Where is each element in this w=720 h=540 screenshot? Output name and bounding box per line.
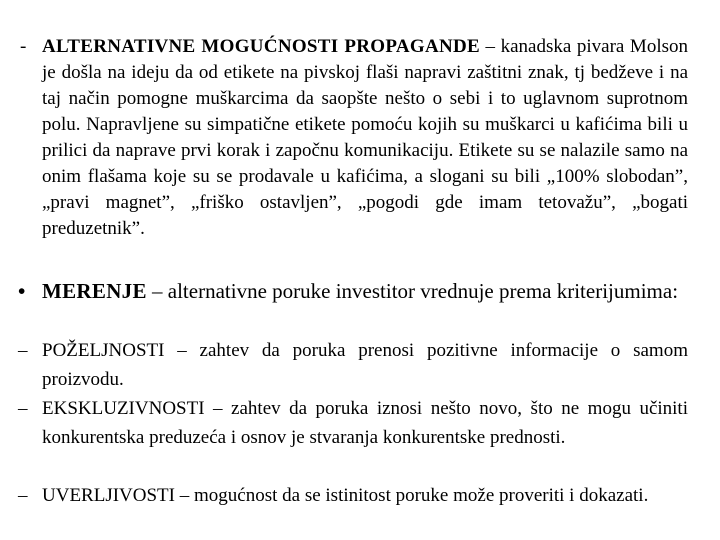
criterion-name: EKSKLUZIVNOSTI [42, 398, 205, 419]
criterion-text: – zahtev da poruka iznosi nešto novo, što ne mogu učiniti konkurentska preduzeća i osnov je stvaranja konkurentske prednosti. [42, 398, 688, 448]
criterion-name: POŽELJNOSTI [42, 340, 165, 361]
merenje-text: – alternativne poruke investitor vrednuje prema kriterijumima: [146, 279, 679, 303]
criterion-dash: – [18, 398, 28, 419]
criterion-name: UVERLJIVOSTI [42, 485, 175, 506]
dash-marker: - [20, 36, 27, 57]
alternative-propaganda-paragraph [20, 34, 688, 242]
criterion-text: – zahtev da poruka prenosi pozitivne informacije o samom proizvodu. [42, 340, 688, 390]
criterion-pozeljnost [18, 336, 688, 394]
criterion-uverljivost [18, 481, 688, 510]
alternative-propaganda-heading: ALTERNATIVNE MOGUĆNOSTI PROPAGANDE [42, 36, 480, 57]
criterion-text: – mogućnost da se istinitost poruke može proveriti i dokazati. [175, 485, 649, 506]
merenje-body [42, 277, 688, 305]
criterion-body [42, 336, 688, 394]
merenje-paragraph [18, 277, 688, 305]
criterion-dash: – [18, 340, 28, 361]
alternative-propaganda-text: – kanadska pivara Molson je došla na ideju da od etikete na pivskoj flaši napravi zaštitni znak, tj bedževe i na taj način pomogne muškarcima da saopšte nešto o sebi i to uglavnom suprotnom polu. Napravljene su simpatične etikete pomoću kojih su muškarci u kafićima bili u prilici da naprave prvi korak i započnu komunikaciju. Etikete su se nalazile samo na onim flašama koje su se prodavale u kafićima, a slogani su bili „100% slobodan”, „pravi magnet”, „friško ostavljen”, „pogodi gde imam tetovažu”, „bogati preduzetnik”. [42, 36, 688, 239]
merenje-heading: MERENJE [42, 279, 147, 303]
criterion-ekskluzivnost [18, 394, 688, 452]
alternative-propaganda-body [42, 34, 688, 242]
criterion-dash: – [18, 485, 28, 506]
bullet-marker: • [18, 279, 26, 303]
criterion-body [42, 481, 688, 510]
criterion-body [42, 394, 688, 452]
